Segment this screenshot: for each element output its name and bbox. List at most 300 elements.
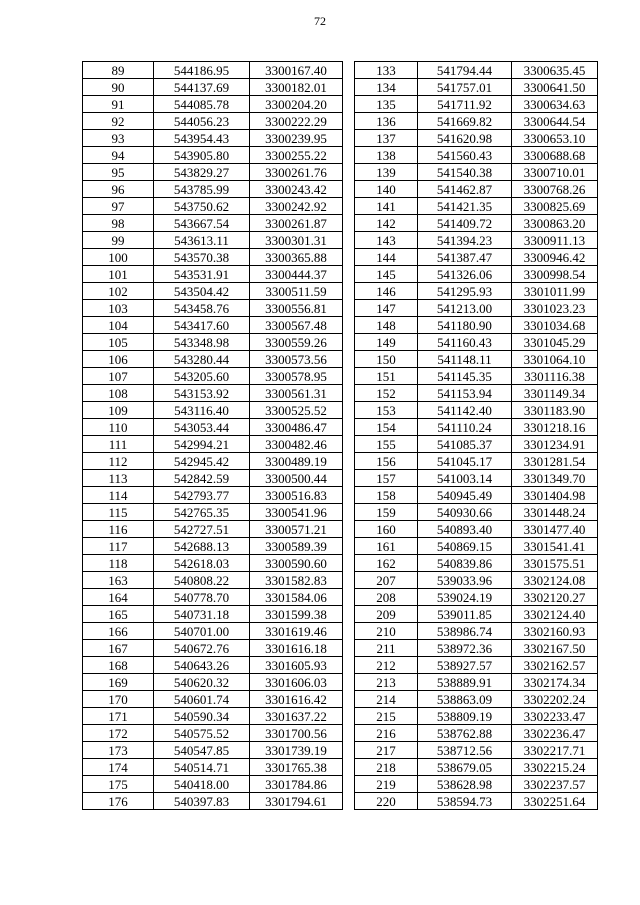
y-coordinate-cell: 3301349.70: [512, 470, 598, 487]
x-coordinate-cell: 541540.38: [418, 164, 512, 181]
y-coordinate-cell: 3300516.83: [250, 487, 343, 504]
point-number-cell: 210: [355, 623, 418, 640]
table-row: [83, 572, 343, 589]
table-row: [83, 725, 343, 742]
y-coordinate-cell: 3302215.24: [512, 759, 598, 776]
x-coordinate-cell: 541160.43: [418, 334, 512, 351]
y-coordinate-cell: 3300653.10: [512, 130, 598, 147]
x-coordinate-cell: 541387.47: [418, 249, 512, 266]
x-coordinate-cell: 538863.09: [418, 691, 512, 708]
y-coordinate-cell: 3300998.54: [512, 266, 598, 283]
point-number-cell: 176: [83, 793, 154, 810]
point-number-cell: 152: [355, 385, 418, 402]
x-coordinate-cell: 543205.60: [154, 368, 250, 385]
point-number-cell: 136: [355, 113, 418, 130]
table-row: [355, 334, 598, 351]
table-row: [83, 402, 343, 419]
y-coordinate-cell: 3302120.27: [512, 589, 598, 606]
table-row: [355, 368, 598, 385]
y-coordinate-cell: 3300204.20: [250, 96, 343, 113]
point-number-cell: 155: [355, 436, 418, 453]
point-number-cell: 106: [83, 351, 154, 368]
point-number-cell: 151: [355, 368, 418, 385]
x-coordinate-cell: 540839.86: [418, 555, 512, 572]
table-row: [355, 504, 598, 521]
y-coordinate-cell: 3300444.37: [250, 266, 343, 283]
y-coordinate-cell: 3300688.68: [512, 147, 598, 164]
y-coordinate-cell: 3302217.71: [512, 742, 598, 759]
x-coordinate-cell: 541326.06: [418, 266, 512, 283]
point-number-cell: 95: [83, 164, 154, 181]
x-coordinate-cell: 540418.00: [154, 776, 250, 793]
y-coordinate-cell: 3300242.92: [250, 198, 343, 215]
point-number-cell: 140: [355, 181, 418, 198]
table-row: [83, 640, 343, 657]
x-coordinate-cell: 541145.35: [418, 368, 512, 385]
table-row: [355, 232, 598, 249]
y-coordinate-cell: 3302251.64: [512, 793, 598, 810]
table-row: [83, 113, 343, 130]
x-coordinate-cell: 543417.60: [154, 317, 250, 334]
y-coordinate-cell: 3301582.83: [250, 572, 343, 589]
table-row: [355, 402, 598, 419]
x-coordinate-cell: 543905.80: [154, 147, 250, 164]
point-number-cell: 156: [355, 453, 418, 470]
y-coordinate-cell: 3300863.20: [512, 215, 598, 232]
table-row: [83, 351, 343, 368]
point-number-cell: 102: [83, 283, 154, 300]
y-coordinate-cell: 3300365.88: [250, 249, 343, 266]
y-coordinate-cell: 3301023.23: [512, 300, 598, 317]
x-coordinate-cell: 541003.14: [418, 470, 512, 487]
y-coordinate-cell: 3301281.54: [512, 453, 598, 470]
x-coordinate-cell: 538927.57: [418, 657, 512, 674]
point-number-cell: 142: [355, 215, 418, 232]
point-number-cell: 207: [355, 572, 418, 589]
point-number-cell: 139: [355, 164, 418, 181]
y-coordinate-cell: 3301616.18: [250, 640, 343, 657]
y-coordinate-cell: 3300243.42: [250, 181, 343, 198]
table-row: [83, 538, 343, 555]
y-coordinate-cell: 3300578.95: [250, 368, 343, 385]
y-coordinate-cell: 3300571.21: [250, 521, 343, 538]
y-coordinate-cell: 3300261.87: [250, 215, 343, 232]
table-row: [83, 79, 343, 96]
table-row: [83, 521, 343, 538]
y-coordinate-cell: 3300482.46: [250, 436, 343, 453]
table-row: [355, 351, 598, 368]
y-coordinate-cell: 3301784.86: [250, 776, 343, 793]
y-coordinate-cell: 3300167.40: [250, 62, 343, 79]
x-coordinate-cell: 541110.24: [418, 419, 512, 436]
y-coordinate-cell: 3300301.31: [250, 232, 343, 249]
x-coordinate-cell: 540930.66: [418, 504, 512, 521]
x-coordinate-cell: 542842.59: [154, 470, 250, 487]
x-coordinate-cell: 543750.62: [154, 198, 250, 215]
y-coordinate-cell: 3301794.61: [250, 793, 343, 810]
x-coordinate-cell: 543570.38: [154, 249, 250, 266]
y-coordinate-cell: 3300541.96: [250, 504, 343, 521]
table-row: [83, 164, 343, 181]
y-coordinate-cell: 3302233.47: [512, 708, 598, 725]
point-number-cell: 113: [83, 470, 154, 487]
y-coordinate-cell: 3301064.10: [512, 351, 598, 368]
table-row: [83, 759, 343, 776]
point-number-cell: 92: [83, 113, 154, 130]
x-coordinate-cell: 540547.85: [154, 742, 250, 759]
x-coordinate-cell: 544085.78: [154, 96, 250, 113]
table-row: [83, 249, 343, 266]
y-coordinate-cell: 3300825.69: [512, 198, 598, 215]
y-coordinate-cell: 3300561.31: [250, 385, 343, 402]
x-coordinate-cell: 541180.90: [418, 317, 512, 334]
table-row: [83, 232, 343, 249]
x-coordinate-cell: 542994.21: [154, 436, 250, 453]
x-coordinate-cell: 541620.98: [418, 130, 512, 147]
table-row: [355, 283, 598, 300]
coordinates-table-right: [354, 61, 598, 810]
y-coordinate-cell: 3301448.24: [512, 504, 598, 521]
coordinates-table-left: [82, 61, 343, 810]
y-coordinate-cell: 3300489.19: [250, 453, 343, 470]
table-row: [355, 215, 598, 232]
point-number-cell: 101: [83, 266, 154, 283]
x-coordinate-cell: 541148.11: [418, 351, 512, 368]
table-row: [83, 708, 343, 725]
table-row: [355, 572, 598, 589]
point-number-cell: 145: [355, 266, 418, 283]
y-coordinate-cell: 3301616.42: [250, 691, 343, 708]
table-row: [355, 759, 598, 776]
y-coordinate-cell: 3300590.60: [250, 555, 343, 572]
table-row: [83, 198, 343, 215]
table-row: [355, 79, 598, 96]
x-coordinate-cell: 538679.05: [418, 759, 512, 776]
x-coordinate-cell: 540808.22: [154, 572, 250, 589]
point-number-cell: 114: [83, 487, 154, 504]
point-number-cell: 149: [355, 334, 418, 351]
y-coordinate-cell: 3301404.98: [512, 487, 598, 504]
y-coordinate-cell: 3300511.59: [250, 283, 343, 300]
y-coordinate-cell: 3302174.34: [512, 674, 598, 691]
table-row: [355, 249, 598, 266]
x-coordinate-cell: 542688.13: [154, 538, 250, 555]
table-row: [355, 793, 598, 810]
y-coordinate-cell: 3300255.22: [250, 147, 343, 164]
y-coordinate-cell: 3301599.38: [250, 606, 343, 623]
point-number-cell: 170: [83, 691, 154, 708]
point-number-cell: 133: [355, 62, 418, 79]
point-number-cell: 110: [83, 419, 154, 436]
table-row: [83, 62, 343, 79]
x-coordinate-cell: 540590.34: [154, 708, 250, 725]
x-coordinate-cell: 543829.27: [154, 164, 250, 181]
point-number-cell: 109: [83, 402, 154, 419]
table-row: [83, 470, 343, 487]
table-row: [83, 334, 343, 351]
x-coordinate-cell: 540731.18: [154, 606, 250, 623]
x-coordinate-cell: 539024.19: [418, 589, 512, 606]
x-coordinate-cell: 544186.95: [154, 62, 250, 79]
table-row: [355, 96, 598, 113]
x-coordinate-cell: 544137.69: [154, 79, 250, 96]
x-coordinate-cell: 542945.42: [154, 453, 250, 470]
point-number-cell: 135: [355, 96, 418, 113]
table-row: [355, 708, 598, 725]
point-number-cell: 147: [355, 300, 418, 317]
point-number-cell: 211: [355, 640, 418, 657]
y-coordinate-cell: 3300556.81: [250, 300, 343, 317]
y-coordinate-cell: 3301541.41: [512, 538, 598, 555]
x-coordinate-cell: 538986.74: [418, 623, 512, 640]
x-coordinate-cell: 541794.44: [418, 62, 512, 79]
table-row: [355, 623, 598, 640]
y-coordinate-cell: 3300500.44: [250, 470, 343, 487]
x-coordinate-cell: 541462.87: [418, 181, 512, 198]
y-coordinate-cell: 3300222.29: [250, 113, 343, 130]
table-row: [355, 62, 598, 79]
x-coordinate-cell: 540575.52: [154, 725, 250, 742]
point-number-cell: 116: [83, 521, 154, 538]
point-number-cell: 112: [83, 453, 154, 470]
table-row: [83, 215, 343, 232]
x-coordinate-cell: 540514.71: [154, 759, 250, 776]
x-coordinate-cell: 543667.54: [154, 215, 250, 232]
point-number-cell: 90: [83, 79, 154, 96]
y-coordinate-cell: 3300635.45: [512, 62, 598, 79]
y-coordinate-cell: 3301218.16: [512, 419, 598, 436]
x-coordinate-cell: 541142.40: [418, 402, 512, 419]
x-coordinate-cell: 543116.40: [154, 402, 250, 419]
y-coordinate-cell: 3301575.51: [512, 555, 598, 572]
y-coordinate-cell: 3300261.76: [250, 164, 343, 181]
y-coordinate-cell: 3300559.26: [250, 334, 343, 351]
table-row: [83, 147, 343, 164]
table-row: [83, 793, 343, 810]
table-row: [83, 317, 343, 334]
table-row: [355, 691, 598, 708]
point-number-cell: 165: [83, 606, 154, 623]
x-coordinate-cell: 543053.44: [154, 419, 250, 436]
x-coordinate-cell: 541560.43: [418, 147, 512, 164]
y-coordinate-cell: 3300567.48: [250, 317, 343, 334]
table-row: [355, 300, 598, 317]
table-row: [83, 691, 343, 708]
x-coordinate-cell: 543531.91: [154, 266, 250, 283]
table-row: [83, 589, 343, 606]
point-number-cell: 157: [355, 470, 418, 487]
y-coordinate-cell: 3301011.99: [512, 283, 598, 300]
point-number-cell: 91: [83, 96, 154, 113]
y-coordinate-cell: 3300946.42: [512, 249, 598, 266]
x-coordinate-cell: 543504.42: [154, 283, 250, 300]
x-coordinate-cell: 543954.43: [154, 130, 250, 147]
y-coordinate-cell: 3300911.13: [512, 232, 598, 249]
table-row: [355, 657, 598, 674]
x-coordinate-cell: 541394.23: [418, 232, 512, 249]
x-coordinate-cell: 542727.51: [154, 521, 250, 538]
point-number-cell: 166: [83, 623, 154, 640]
x-coordinate-cell: 542765.35: [154, 504, 250, 521]
x-coordinate-cell: 542618.03: [154, 555, 250, 572]
table-row: [355, 538, 598, 555]
y-coordinate-cell: 3300634.63: [512, 96, 598, 113]
x-coordinate-cell: 539011.85: [418, 606, 512, 623]
y-coordinate-cell: 3301477.40: [512, 521, 598, 538]
table-row: [83, 385, 343, 402]
table-row: [83, 504, 343, 521]
y-coordinate-cell: 3300589.39: [250, 538, 343, 555]
point-number-cell: 100: [83, 249, 154, 266]
point-number-cell: 162: [355, 555, 418, 572]
x-coordinate-cell: 538762.88: [418, 725, 512, 742]
x-coordinate-cell: 540869.15: [418, 538, 512, 555]
y-coordinate-cell: 3300486.47: [250, 419, 343, 436]
y-coordinate-cell: 3302124.08: [512, 572, 598, 589]
table-row: [355, 113, 598, 130]
table-row: [355, 130, 598, 147]
point-number-cell: 96: [83, 181, 154, 198]
point-number-cell: 154: [355, 419, 418, 436]
table-row: [355, 317, 598, 334]
table-row: [83, 555, 343, 572]
y-coordinate-cell: 3301700.56: [250, 725, 343, 742]
page-number: 72: [314, 14, 326, 28]
y-coordinate-cell: 3302202.24: [512, 691, 598, 708]
y-coordinate-cell: 3301637.22: [250, 708, 343, 725]
y-coordinate-cell: 3300182.01: [250, 79, 343, 96]
point-number-cell: 172: [83, 725, 154, 742]
point-number-cell: 158: [355, 487, 418, 504]
x-coordinate-cell: 541153.94: [418, 385, 512, 402]
table-row: [355, 385, 598, 402]
point-number-cell: 159: [355, 504, 418, 521]
x-coordinate-cell: 541295.93: [418, 283, 512, 300]
y-coordinate-cell: 3302160.93: [512, 623, 598, 640]
table-row: [83, 623, 343, 640]
point-number-cell: 173: [83, 742, 154, 759]
x-coordinate-cell: 540672.76: [154, 640, 250, 657]
point-number-cell: 212: [355, 657, 418, 674]
x-coordinate-cell: 538594.73: [418, 793, 512, 810]
y-coordinate-cell: 3301234.91: [512, 436, 598, 453]
point-number-cell: 161: [355, 538, 418, 555]
x-coordinate-cell: 540397.83: [154, 793, 250, 810]
y-coordinate-cell: 3301584.06: [250, 589, 343, 606]
point-number-cell: 168: [83, 657, 154, 674]
x-coordinate-cell: 539033.96: [418, 572, 512, 589]
y-coordinate-cell: 3301605.93: [250, 657, 343, 674]
x-coordinate-cell: 541669.82: [418, 113, 512, 130]
table-row: [355, 606, 598, 623]
y-coordinate-cell: 3301619.46: [250, 623, 343, 640]
table-row: [355, 640, 598, 657]
point-number-cell: 137: [355, 130, 418, 147]
y-coordinate-cell: 3300768.26: [512, 181, 598, 198]
table-row: [355, 674, 598, 691]
table-row: [83, 96, 343, 113]
x-coordinate-cell: 541711.92: [418, 96, 512, 113]
point-number-cell: 89: [83, 62, 154, 79]
y-coordinate-cell: 3301116.38: [512, 368, 598, 385]
point-number-cell: 217: [355, 742, 418, 759]
x-coordinate-cell: 543280.44: [154, 351, 250, 368]
point-number-cell: 105: [83, 334, 154, 351]
table-row: [355, 725, 598, 742]
point-number-cell: 167: [83, 640, 154, 657]
point-number-cell: 103: [83, 300, 154, 317]
point-number-cell: 141: [355, 198, 418, 215]
y-coordinate-cell: 3301149.34: [512, 385, 598, 402]
point-number-cell: 218: [355, 759, 418, 776]
x-coordinate-cell: 541045.17: [418, 453, 512, 470]
x-coordinate-cell: 541213.00: [418, 300, 512, 317]
y-coordinate-cell: 3302236.47: [512, 725, 598, 742]
y-coordinate-cell: 3300641.50: [512, 79, 598, 96]
y-coordinate-cell: 3301183.90: [512, 402, 598, 419]
point-number-cell: 213: [355, 674, 418, 691]
x-coordinate-cell: 538889.91: [418, 674, 512, 691]
table-row: [355, 419, 598, 436]
table-row: [355, 436, 598, 453]
y-coordinate-cell: 3301034.68: [512, 317, 598, 334]
point-number-cell: 118: [83, 555, 154, 572]
x-coordinate-cell: 541421.35: [418, 198, 512, 215]
table-row: [83, 266, 343, 283]
point-number-cell: 175: [83, 776, 154, 793]
table-row: [83, 368, 343, 385]
y-coordinate-cell: 3302124.40: [512, 606, 598, 623]
x-coordinate-cell: 544056.23: [154, 113, 250, 130]
point-number-cell: 164: [83, 589, 154, 606]
table-row: [83, 283, 343, 300]
point-number-cell: 117: [83, 538, 154, 555]
x-coordinate-cell: 538972.36: [418, 640, 512, 657]
table-row: [355, 487, 598, 504]
table-row: [355, 453, 598, 470]
x-coordinate-cell: 541757.01: [418, 79, 512, 96]
table-row: [83, 657, 343, 674]
point-number-cell: 163: [83, 572, 154, 589]
table-row: [83, 419, 343, 436]
x-coordinate-cell: 538628.98: [418, 776, 512, 793]
y-coordinate-cell: 3300525.52: [250, 402, 343, 419]
table-row: [355, 266, 598, 283]
point-number-cell: 111: [83, 436, 154, 453]
x-coordinate-cell: 540620.32: [154, 674, 250, 691]
x-coordinate-cell: 540778.70: [154, 589, 250, 606]
point-number-cell: 104: [83, 317, 154, 334]
table-row: [355, 181, 598, 198]
point-number-cell: 214: [355, 691, 418, 708]
point-number-cell: 146: [355, 283, 418, 300]
x-coordinate-cell: 543613.11: [154, 232, 250, 249]
y-coordinate-cell: 3301045.29: [512, 334, 598, 351]
y-coordinate-cell: 3300710.01: [512, 164, 598, 181]
x-coordinate-cell: 541409.72: [418, 215, 512, 232]
table-row: [355, 198, 598, 215]
point-number-cell: 171: [83, 708, 154, 725]
x-coordinate-cell: 538712.56: [418, 742, 512, 759]
point-number-cell: 97: [83, 198, 154, 215]
point-number-cell: 215: [355, 708, 418, 725]
point-number-cell: 153: [355, 402, 418, 419]
table-row: [355, 776, 598, 793]
x-coordinate-cell: 540701.00: [154, 623, 250, 640]
point-number-cell: 144: [355, 249, 418, 266]
table-row: [83, 742, 343, 759]
x-coordinate-cell: 540945.49: [418, 487, 512, 504]
